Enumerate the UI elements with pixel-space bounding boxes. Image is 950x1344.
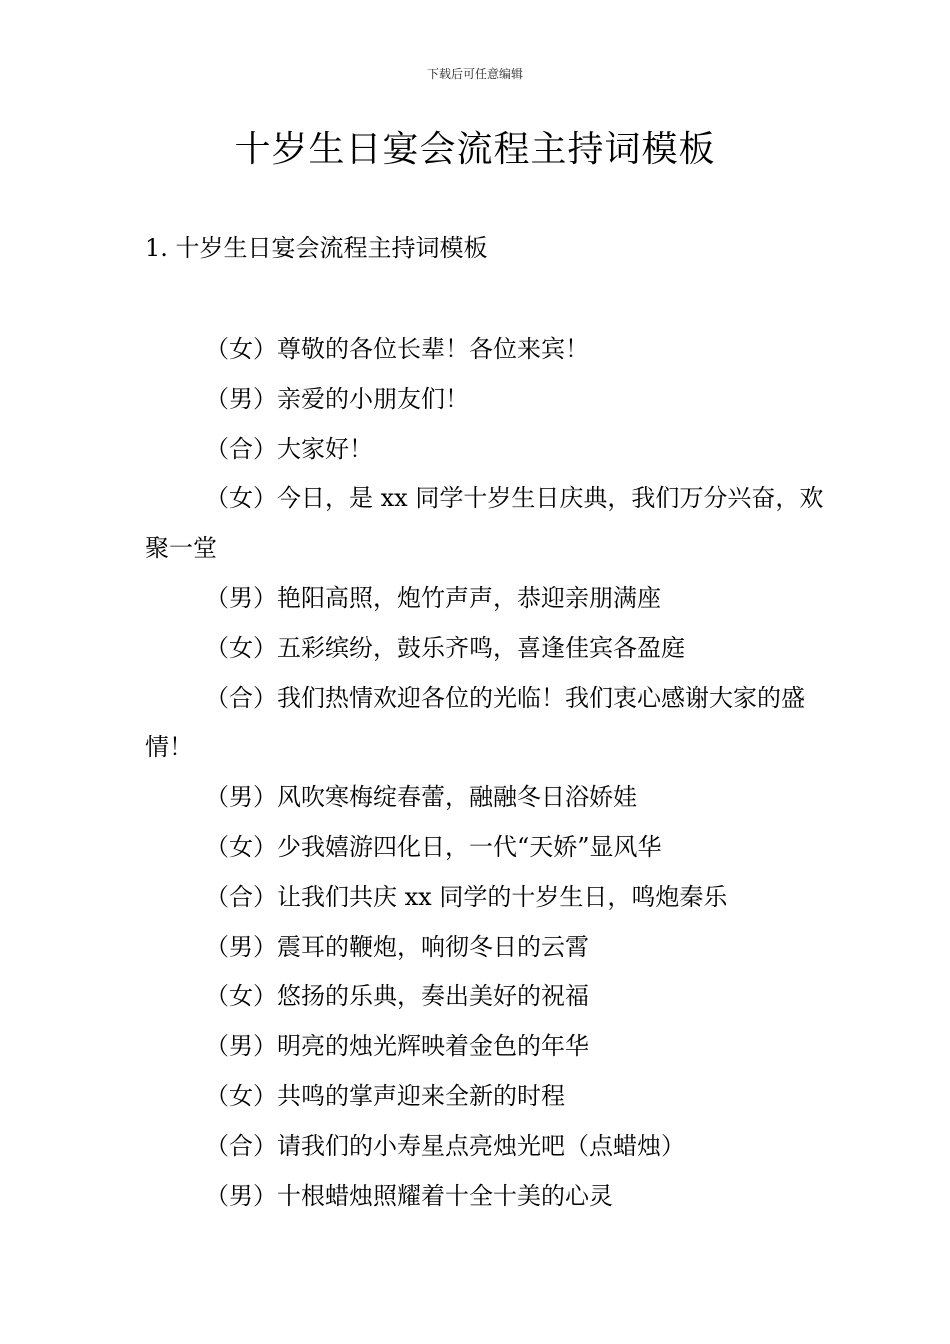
paragraph: （合）请我们的小寿星点亮烛光吧（点蜡烛）	[205, 1131, 685, 1160]
paragraph: （女）五彩缤纷，鼓乐齐鸣，喜逢佳宾各盈庭	[205, 633, 685, 662]
paragraph: （合）让我们共庆 xx 同学的十岁生日，鸣炮秦乐	[205, 882, 728, 911]
body-text	[145, 325, 825, 1221]
section-heading: 1. 十岁生日宴会流程主持词模板	[145, 234, 488, 262]
paragraph: （男）风吹寒梅绽春蕾，融融冬日浴娇娃	[205, 783, 637, 812]
paragraph: （男）震耳的鞭炮，响彻冬日的云霄	[205, 932, 589, 961]
paragraph: （女）尊敬的各位长辈！各位来宾！	[205, 335, 589, 363]
paragraph: （女）今日，是 xx 同学十岁生日庆典，我们万分兴奋，欢聚一堂	[145, 484, 824, 563]
paragraph: （男）亲爱的小朋友们！	[205, 384, 469, 413]
paragraph: （女）少我嬉游四化日，一代“天娇”显风华	[205, 832, 662, 861]
paragraph: （男）艳阳高照，炮竹声声，恭迎亲朋满座	[205, 583, 661, 612]
paragraph: （男）十根蜡烛照耀着十全十美的心灵	[205, 1181, 613, 1210]
header-note: 下载后可任意编辑	[426, 67, 523, 81]
paragraph: （女）共鸣的掌声迎来全新的时程	[205, 1081, 565, 1110]
paragraph: （男）明亮的烛光辉映着金色的年华	[205, 1032, 589, 1061]
document-title: 十岁生日宴会流程主持词模板	[234, 129, 716, 170]
paragraph: （女）悠扬的乐典，奏出美好的祝福	[205, 982, 589, 1011]
paragraph: （合）大家好！	[205, 434, 373, 463]
paragraph: （合）我们热情欢迎各位的光临！我们衷心感谢大家的盛情！	[145, 683, 805, 762]
